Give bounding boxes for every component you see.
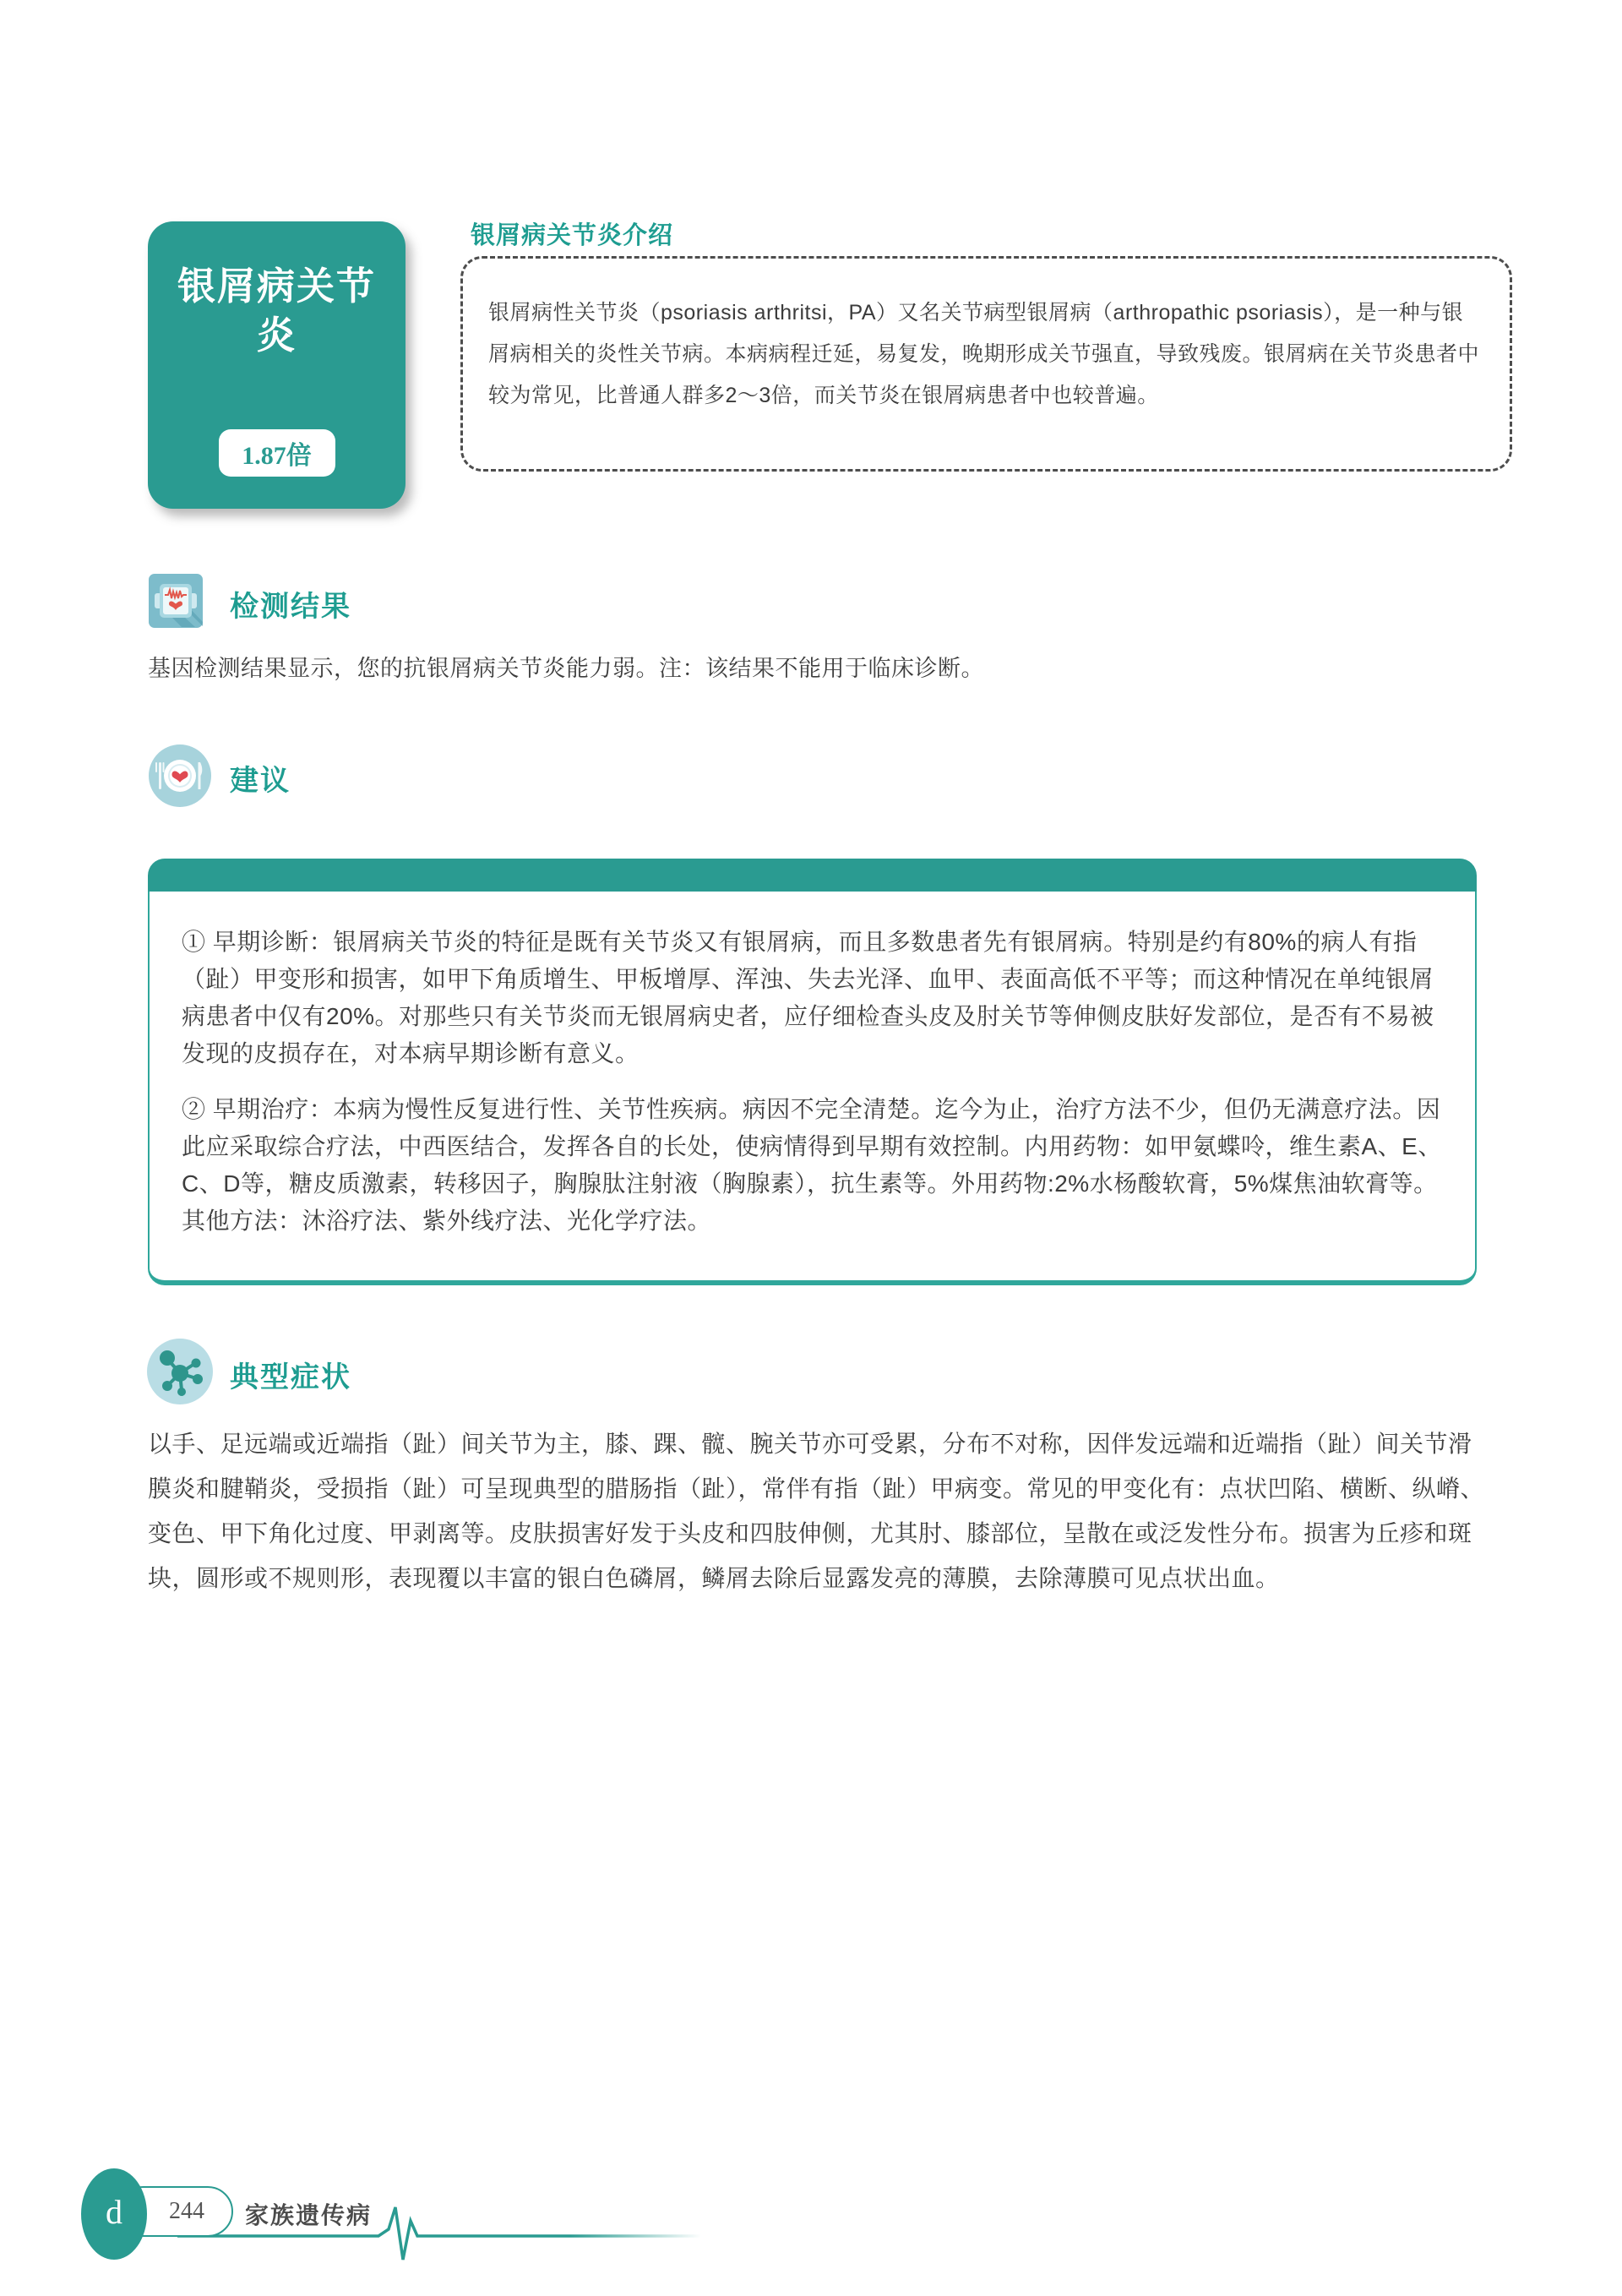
advice-item-1: ① 早期诊断：银屑病关节炎的特征是既有关节炎又有银屑病，而且多数患者先有银屑病。特别是约有80%的病人有指（趾）甲变形和损害，如甲下角质增生、甲板增厚、浑浊、失去光泽、血甲、表面高低不平等；而这种情况在单纯银屑病患者中仅有20%。对那些只有关节炎而无银屑病史者，应仔细检查头皮及肘关节等伸侧皮肤好发部位，是否有不易被发现的皮损存在，对本病早期诊断有意义。 <box>182 929 1434 1066</box>
intro-box <box>460 256 1512 472</box>
advice-box-body <box>148 892 1477 1285</box>
advice-box <box>148 859 1477 1285</box>
footer-logo-letter: d <box>106 2192 122 2231</box>
page-number: 244 <box>169 2198 204 2224</box>
advice-item-2: ② 早期治疗：本病为慢性反复进行性、关节性疾病。病因不完全清楚。迄今为止，治疗方法不少，但仍无满意疗法。因此应采取综合疗法，中西医结合，发挥各自的长处，使病情得到早期有效控制。内用药物：如甲氨蝶呤，维生素A、E、C、D等，糖皮质激素，转移因子，胸腺肽注射液（胸腺素），抗生素等。外用药物:2%水杨酸软膏，5%煤焦油软膏等。其他方法：沐浴疗法、紫外线疗法、光化学疗法。 <box>182 1096 1442 1234</box>
result-heading: 检测结果 <box>230 591 351 623</box>
advice-heading: 建议 <box>230 765 291 797</box>
disease-card <box>148 221 406 509</box>
disease-title: 银屑病关节炎 <box>177 265 376 357</box>
symptoms-body: 以手、足远端或近端指（趾）间关节为主，膝、踝、髋、腕关节亦可受累，分布不对称，因伴发远端和近端指（趾）间关节滑膜炎和腱鞘炎，受损指（趾）可呈现典型的腊肠指（趾），常伴有指（趾）甲病变。常见的甲变化有：点状凹陷、横断、纵嵴、变色、甲下角化过度、甲剥离等。皮肤损害好发于头皮和四肢伸侧，尤其肘、膝部位，呈散在或泛发性分布。损害为丘疹和斑块，圆形或不规则形，表现覆以丰富的银白色磷屑，鳞屑去除后显露发亮的薄膜，去除薄膜可见点状出血。 <box>148 1431 1485 1591</box>
healthy-diet-plate-icon <box>148 744 212 808</box>
result-body: 基因检测结果显示，您的抗银屑病关节炎能力弱。注：该结果不能用于临床诊断。 <box>148 656 984 681</box>
intro-body: 银屑病性关节炎（psoriasis arthritsi，PA）又名关节病型银屑病（arthropathic psoriasis），是一种与银屑病相关的炎性关节病。本病病程迁延，易复发，晚期形成关节强直，导致残废。银屑病在关节炎患者中较为常见，比普通人群多2～3倍，而关节炎在银屑病患者中也较普遍。 <box>488 301 1480 407</box>
footer-section-label: 家族遗传病 <box>245 2202 373 2228</box>
footer-logo-badge <box>81 2168 147 2260</box>
advice-box-header-bar <box>148 859 1477 892</box>
ecg-monitor-icon <box>148 573 204 629</box>
risk-ratio-badge: 1.87倍 <box>219 429 335 477</box>
symptoms-heading: 典型症状 <box>230 1361 351 1393</box>
intro-heading: 银屑病关节炎介绍 <box>471 222 674 249</box>
molecule-icon <box>146 1338 214 1405</box>
